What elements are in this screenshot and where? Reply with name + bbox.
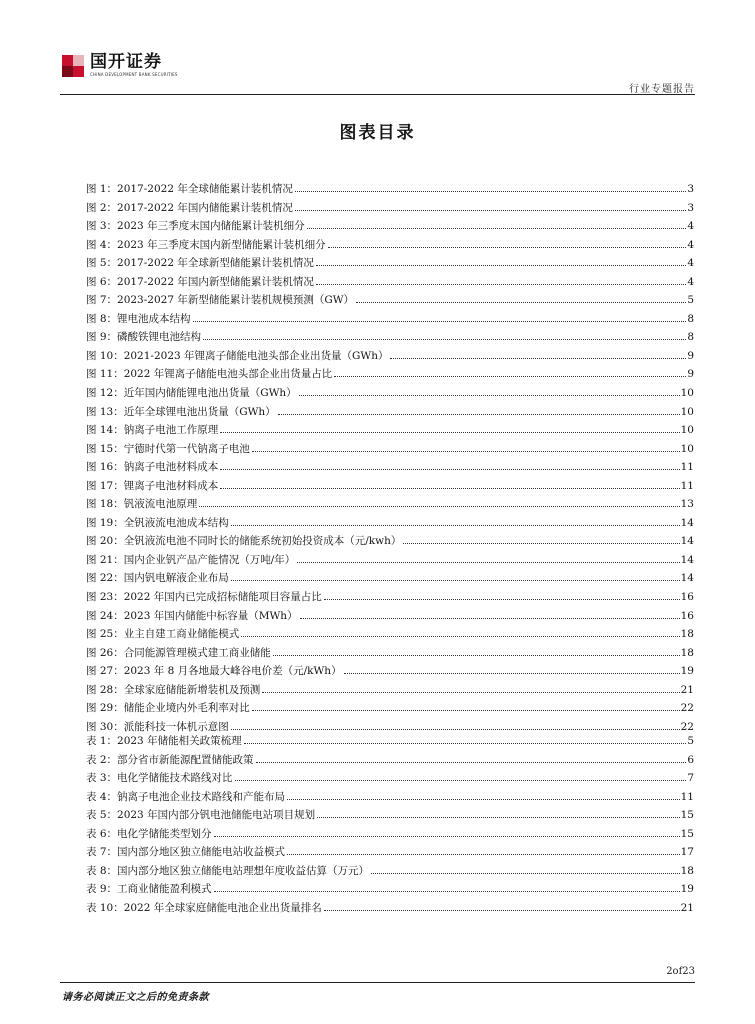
figure-entry-label: 图 9：磷酸铁锂电池结构 bbox=[86, 331, 202, 344]
dot-leader bbox=[334, 376, 686, 377]
dot-leader bbox=[231, 729, 680, 730]
figure-entry-page: 10 bbox=[680, 387, 694, 400]
figure-entry-label: 图 3：2023 年三季度末国内储能累计装机细分 bbox=[86, 220, 305, 233]
figure-entry-label: 图 15：宁德时代第一代钠离子电池 bbox=[86, 442, 250, 455]
figure-entry-page: 22 bbox=[680, 702, 694, 715]
figure-entry-page: 3 bbox=[687, 183, 694, 195]
table-entry[interactable] bbox=[86, 769, 694, 788]
dot-leader bbox=[324, 910, 680, 911]
figure-entry[interactable] bbox=[86, 532, 694, 551]
figure-entry-label: 图 2：2017-2022 年国内储能累计装机情况 bbox=[86, 201, 293, 214]
table-entry[interactable] bbox=[86, 806, 694, 825]
dot-leader bbox=[199, 506, 679, 507]
figure-entry[interactable] bbox=[86, 458, 694, 477]
figure-entry-page: 8 bbox=[687, 331, 694, 344]
figure-entry-page: 14 bbox=[680, 553, 694, 566]
dot-leader bbox=[344, 673, 680, 674]
figure-entry-label: 图 17：锂离子电池材料成本 bbox=[86, 479, 219, 492]
figure-entry-label: 图 16：钠离子电池材料成本 bbox=[86, 461, 219, 474]
dot-leader bbox=[356, 302, 686, 303]
table-entry-label: 表 1：2023 年储能相关政策梳理 bbox=[86, 735, 242, 747]
dot-leader bbox=[328, 247, 687, 248]
figure-entry-page: 3 bbox=[687, 201, 694, 214]
figure-entry[interactable] bbox=[86, 588, 694, 607]
figure-entry-page: 14 bbox=[680, 535, 694, 548]
figure-entry-label: 图 23：2022 年国内已完成招标储能项目容量占比 bbox=[86, 591, 322, 604]
figure-entry-label: 图 30：派能科技一体机示意图 bbox=[86, 720, 229, 733]
dot-leader bbox=[299, 395, 680, 396]
figure-entry[interactable] bbox=[86, 199, 694, 218]
figure-entry[interactable] bbox=[86, 273, 694, 292]
table-entry-label: 表 8：国内部分地区独立储能电站理想年度收益估算（万元） bbox=[86, 864, 370, 877]
table-entry[interactable] bbox=[86, 862, 694, 881]
figure-entry[interactable] bbox=[86, 365, 694, 384]
figure-entry[interactable] bbox=[86, 644, 694, 663]
table-entry-page: 19 bbox=[680, 883, 694, 896]
dot-leader bbox=[307, 228, 687, 229]
table-entry-page: 6 bbox=[687, 753, 694, 766]
brand-logo-icon bbox=[62, 55, 84, 77]
figure-entry-label: 图 24：2023 年国内储能中标容量（MWh） bbox=[86, 609, 298, 622]
table-entry-label: 表 6：电化学储能类型划分 bbox=[86, 827, 212, 840]
figure-entry-label: 图 19：全钒液流电池成本结构 bbox=[86, 516, 229, 529]
figure-entry-page: 10 bbox=[680, 442, 694, 455]
brand-subtitle: CHINA DEVELOPMENT BANK SECURITIES bbox=[90, 72, 178, 77]
dot-leader bbox=[241, 636, 679, 637]
dot-leader bbox=[231, 580, 680, 581]
figure-entry[interactable] bbox=[86, 551, 694, 570]
figure-entry-label: 图 14：钠离子电池工作原理 bbox=[86, 424, 219, 437]
figure-entry-label: 图 6：2017-2022 年国内新型储能累计装机情况 bbox=[86, 275, 314, 288]
dot-leader bbox=[252, 451, 680, 452]
figure-entry-page: 4 bbox=[687, 238, 694, 251]
dot-leader bbox=[203, 339, 686, 340]
figure-entry[interactable] bbox=[86, 403, 694, 422]
table-entry[interactable] bbox=[86, 751, 694, 770]
figure-entry-page: 4 bbox=[687, 257, 694, 270]
figure-entry[interactable] bbox=[86, 384, 694, 403]
dot-leader bbox=[252, 710, 680, 711]
figure-entry-page: 4 bbox=[687, 275, 694, 288]
figure-entry[interactable] bbox=[86, 662, 694, 681]
figure-entry-label: 图 29：储能企业境内外毛利率对比 bbox=[86, 702, 250, 715]
dot-leader bbox=[317, 817, 680, 818]
report-type: 行业专题报告 bbox=[629, 84, 695, 95]
figure-entry-label: 图 28：全球家庭储能新增装机及预测 bbox=[86, 683, 261, 696]
figure-entry-page: 9 bbox=[687, 349, 694, 362]
figure-entry-page: 4 bbox=[687, 220, 694, 233]
table-entry[interactable] bbox=[86, 899, 694, 918]
figure-entry-page: 10 bbox=[680, 424, 694, 437]
table-entry-label: 表 4：钠离子电池企业技术路线和产能布局 bbox=[86, 790, 286, 803]
figure-entry-page: 18 bbox=[680, 646, 694, 659]
dot-leader bbox=[235, 780, 687, 781]
dot-leader bbox=[214, 836, 680, 837]
figure-entry-page: 9 bbox=[687, 368, 694, 381]
figure-entry-label: 图 21：国内企业钒产品产能情况（万吨/年） bbox=[86, 553, 296, 566]
figure-entry-page: 19 bbox=[680, 665, 694, 678]
dot-leader bbox=[390, 358, 686, 359]
figure-list bbox=[86, 180, 694, 736]
dot-leader bbox=[231, 525, 680, 526]
figure-entry[interactable] bbox=[86, 310, 694, 329]
dot-leader bbox=[371, 873, 680, 874]
figure-entry-label: 图 11：2022 年锂离子储能电池头部企业出货量占比 bbox=[86, 368, 333, 381]
page-header bbox=[0, 0, 755, 100]
table-entry-page: 21 bbox=[680, 901, 694, 914]
figure-entry-label: 图 25：业主自建工商业储能模式 bbox=[86, 628, 240, 641]
dot-leader bbox=[220, 432, 679, 433]
disclaimer: 请务必阅读正文之后的免责条款 bbox=[62, 992, 209, 1003]
dot-leader bbox=[403, 543, 679, 544]
dot-leader bbox=[193, 321, 687, 322]
page-number: 2of23 bbox=[666, 966, 695, 977]
table-entry-page: 17 bbox=[680, 846, 694, 859]
figure-entry[interactable] bbox=[86, 625, 694, 644]
dot-leader bbox=[316, 265, 686, 266]
figure-entry-label: 图 20：全钒液流电池不同时长的储能系统初始投资成本（元/kwh） bbox=[86, 535, 402, 548]
dot-leader bbox=[324, 599, 680, 600]
dot-leader bbox=[273, 655, 680, 656]
dot-leader bbox=[256, 762, 687, 763]
dot-leader bbox=[287, 854, 680, 855]
figure-entry[interactable] bbox=[86, 180, 694, 199]
figure-entry-page: 18 bbox=[680, 628, 694, 641]
figure-entry-page: 21 bbox=[680, 683, 694, 696]
dot-leader bbox=[244, 743, 687, 744]
figure-entry[interactable] bbox=[86, 217, 694, 236]
dot-leader bbox=[295, 191, 686, 192]
figure-entry-page: 16 bbox=[680, 591, 694, 604]
figure-entry-page: 5 bbox=[687, 294, 694, 307]
footer-divider bbox=[60, 982, 695, 983]
table-entry[interactable] bbox=[86, 843, 694, 862]
figure-entry-label: 图 10：2021-2023 年锂离子储能电池头部企业出货量（GWh） bbox=[86, 349, 389, 362]
figure-entry[interactable] bbox=[86, 495, 694, 514]
figure-entry[interactable] bbox=[86, 440, 694, 459]
dot-leader bbox=[220, 488, 679, 489]
figure-entry-label: 图 26：合同能源管理模式建工商业储能 bbox=[86, 646, 271, 659]
header-divider bbox=[60, 94, 695, 95]
figure-entry[interactable] bbox=[86, 514, 694, 533]
figure-entry[interactable] bbox=[86, 254, 694, 273]
table-entry[interactable] bbox=[86, 825, 694, 844]
brand-name: 国开证券 bbox=[90, 52, 162, 72]
dot-leader bbox=[262, 692, 679, 693]
dot-leader bbox=[278, 414, 680, 415]
figure-entry-page: 10 bbox=[680, 405, 694, 418]
figure-entry-page: 11 bbox=[680, 479, 694, 492]
dot-leader bbox=[220, 469, 679, 470]
figure-entry[interactable] bbox=[86, 569, 694, 588]
figure-entry-page: 11 bbox=[680, 461, 694, 474]
table-entry-page: 18 bbox=[680, 864, 694, 877]
figure-entry-label: 图 22：国内钒电解液企业布局 bbox=[86, 572, 229, 585]
figure-entry[interactable] bbox=[86, 607, 694, 626]
figure-entry[interactable] bbox=[86, 291, 694, 310]
figure-entry-page: 14 bbox=[680, 572, 694, 585]
table-entry-label: 表 5：2023 年国内部分钒电池储能电站项目规划 bbox=[86, 809, 316, 822]
brand-logo bbox=[62, 52, 178, 78]
figure-entry-label: 图 8：锂电池成本结构 bbox=[86, 312, 191, 325]
figure-entry-label: 图 18：钒液流电池原理 bbox=[86, 498, 198, 511]
table-entry-page: 15 bbox=[680, 809, 694, 822]
table-entry-page: 11 bbox=[680, 790, 694, 803]
table-entry[interactable] bbox=[86, 880, 694, 899]
dot-leader bbox=[297, 562, 679, 563]
figure-entry-label: 图 5：2017-2022 年全球新型储能累计装机情况 bbox=[86, 257, 314, 270]
table-entry-label: 表 7：国内部分地区独立储能电站收益模式 bbox=[86, 846, 286, 859]
dot-leader bbox=[295, 210, 686, 211]
figure-entry-page: 16 bbox=[680, 609, 694, 622]
figure-entry-page: 14 bbox=[680, 516, 694, 529]
figure-entry[interactable] bbox=[86, 328, 694, 347]
dot-leader bbox=[300, 618, 680, 619]
figure-entry-label: 图 12：近年国内储能锂电池出货量（GWh） bbox=[86, 387, 297, 400]
table-entry[interactable] bbox=[86, 788, 694, 807]
table-entry-label: 表 9：工商业储能盈利模式 bbox=[86, 883, 212, 896]
table-entry-page: 7 bbox=[687, 772, 694, 785]
figure-entry[interactable] bbox=[86, 477, 694, 496]
figure-entry-page: 8 bbox=[687, 312, 694, 325]
table-entry[interactable] bbox=[86, 732, 694, 751]
table-entry-page: 5 bbox=[687, 735, 694, 747]
figure-entry-label: 图 4：2023 年三季度末国内新型储能累计装机细分 bbox=[86, 238, 326, 251]
table-entry-label: 表 10：2022 年全球家庭储能电池企业出货量排名 bbox=[86, 901, 322, 914]
figure-entry-label: 图 13：近年全球锂电池出货量（GWh） bbox=[86, 405, 276, 418]
table-entry-page: 15 bbox=[680, 827, 694, 840]
dot-leader bbox=[214, 891, 680, 892]
figure-entry-label: 图 27：2023 年 8 月各地最大峰谷电价差（元/kWh） bbox=[86, 665, 342, 678]
figure-entry-label: 图 7：2023-2027 年新型储能累计装机规模预测（GW） bbox=[86, 294, 355, 307]
dot-leader bbox=[316, 284, 686, 285]
table-entry-label: 表 3：电化学储能技术路线对比 bbox=[86, 772, 233, 785]
figure-entry-page: 13 bbox=[680, 498, 694, 511]
figure-entry-label: 图 1：2017-2022 年全球储能累计装机情况 bbox=[86, 183, 293, 195]
table-entry-label: 表 2：部分省市新能源配置储能政策 bbox=[86, 753, 254, 766]
figure-entry[interactable] bbox=[86, 236, 694, 255]
figure-entry[interactable] bbox=[86, 347, 694, 366]
figure-entry[interactable] bbox=[86, 681, 694, 700]
table-list bbox=[86, 732, 694, 917]
figure-entry[interactable] bbox=[86, 421, 694, 440]
figure-entry[interactable] bbox=[86, 699, 694, 718]
page-title: 图表目录 bbox=[339, 123, 416, 143]
dot-leader bbox=[287, 799, 680, 800]
figure-entry-page: 22 bbox=[680, 720, 694, 733]
